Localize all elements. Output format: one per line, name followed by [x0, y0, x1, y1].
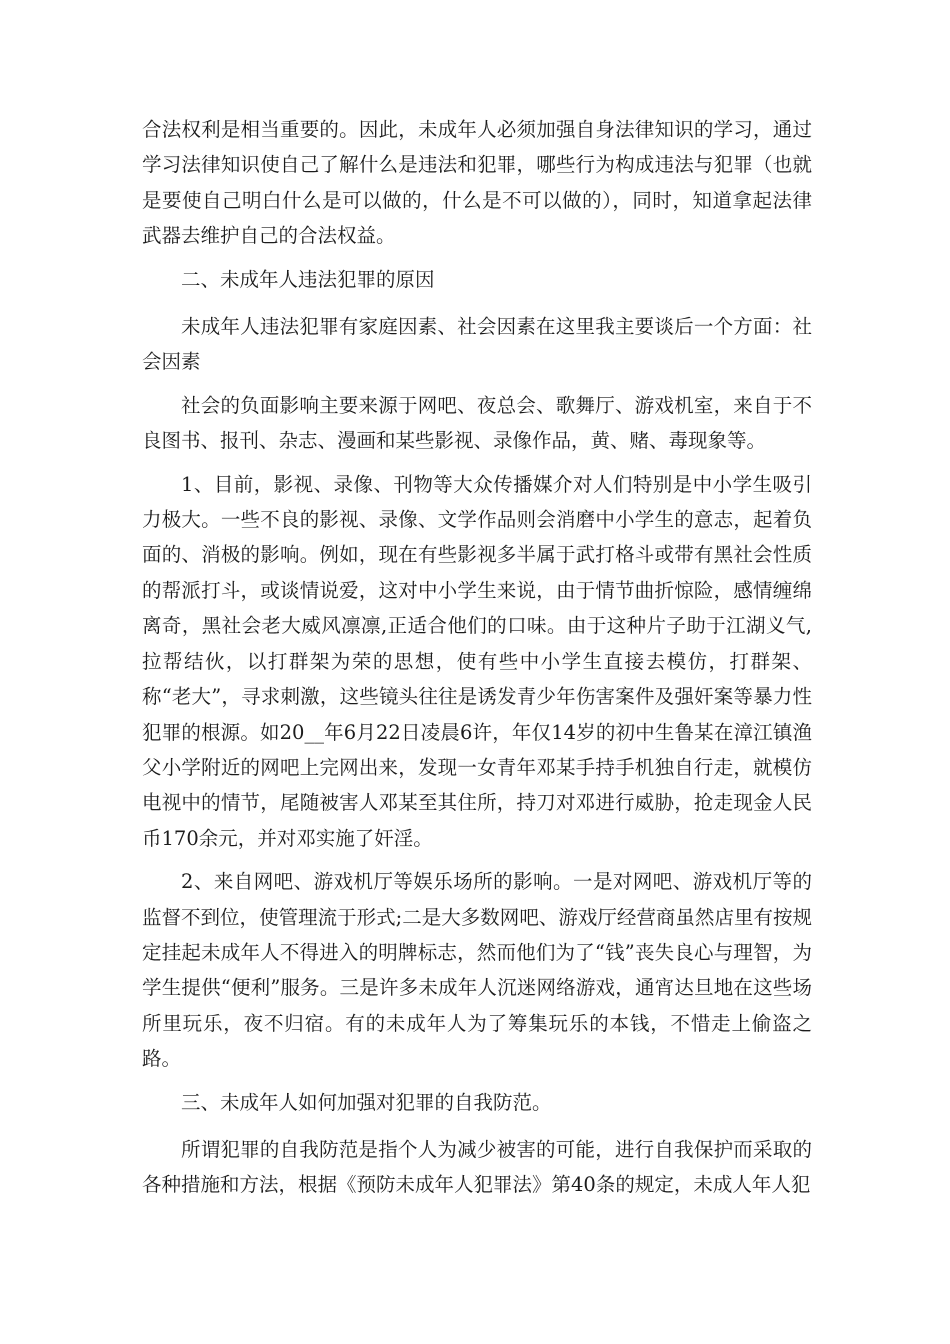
paragraph-social-influence: 社会的负面影响主要来源于网吧、夜总会、歌舞厅、游戏机室，来自于不良图书、报刊、杂志、漫画和某些影视、录像作品，黄、赌、毒现象等。 — [142, 393, 812, 453]
paragraph-continuation: 合法权利是相当重要的。因此，未成年人必须加强自身法律知识的学习，通过学习法律知识使自己了解什么是违法和犯罪，哪些行为构成违法与犯罪（也就是要使自己明白什么是可以做的，什么是不可以做的），同时，知道拿起法律武器去维护自己的合法权益。 — [142, 118, 812, 248]
paragraph-self-prevention: 所谓犯罪的自我防范是指个人为减少被害的可能，进行自我保护而采取的各种措施和方法，根据《预防未成年人犯罪法》第40条的规定，未成人年人犯 — [142, 1137, 812, 1197]
document-page — [142, 112, 812, 1211]
paragraph-media-influence: 1、目前，影视、录像、刊物等大众传播媒介对人们特别是中小学生吸引力极大。一些不良的影视、录像、文学作品则会消磨中小学生的意志，起着负面的、消极的影响。例如，现在有些影视多半属于武打格斗或带有黑社会性质的帮派打斗，或谈情说爱，这对中小学生来说，由于情节曲折惊险，感情缠绵离奇，黑社会老大威风凛凛,正适合他们的口味。由于这种片子助于江湖义气,拉帮结伙，以打群架为荣的思想，使有些中小学生直接去模仿，打群架、称“老大”，寻求刺激，这些镜头往往是诱发青少年伤害案件及强奸案等暴力性犯罪的根源。如20__年6月22日凌晨6许，年仅14岁的初中生鲁某在漳江镇渔父小学附近的网吧上完网出来，发现一女青年邓某手持手机独自行走，就模仿电视中的情节，尾随被害人邓某至其住所，持刀对邓进行威胁，抢走现金人民币170余元，并对邓实施了奸淫。 — [142, 472, 812, 850]
section-heading-self-prevention: 三、未成年人如何加强对犯罪的自我防范。 — [181, 1090, 552, 1114]
section-heading-causes: 二、未成年人违法犯罪的原因 — [181, 267, 435, 291]
paragraph-factors: 未成年人违法犯罪有家庭因素、社会因素在这里我主要谈后一个方面：社会因素 — [142, 315, 812, 374]
paragraph-entertainment-venues: 2、来自网吧、游戏机厅等娱乐场所的影响。一是对网吧、游戏机厅等的监督不到位，使管理流于形式;二是大多数网吧、游戏厅经营商虽然店里有按规定挂起未成年人不得进入的明牌标志，然而他们为了“钱”丧失良心与理智，为学生提供“便利”服务。三是许多未成年人沉迷网络游戏，通宵达旦地在这些场所里玩乐，夜不归宿。有的未成年人为了筹集玩乐的本钱，不惜走上偷盗之路。 — [142, 870, 812, 1071]
